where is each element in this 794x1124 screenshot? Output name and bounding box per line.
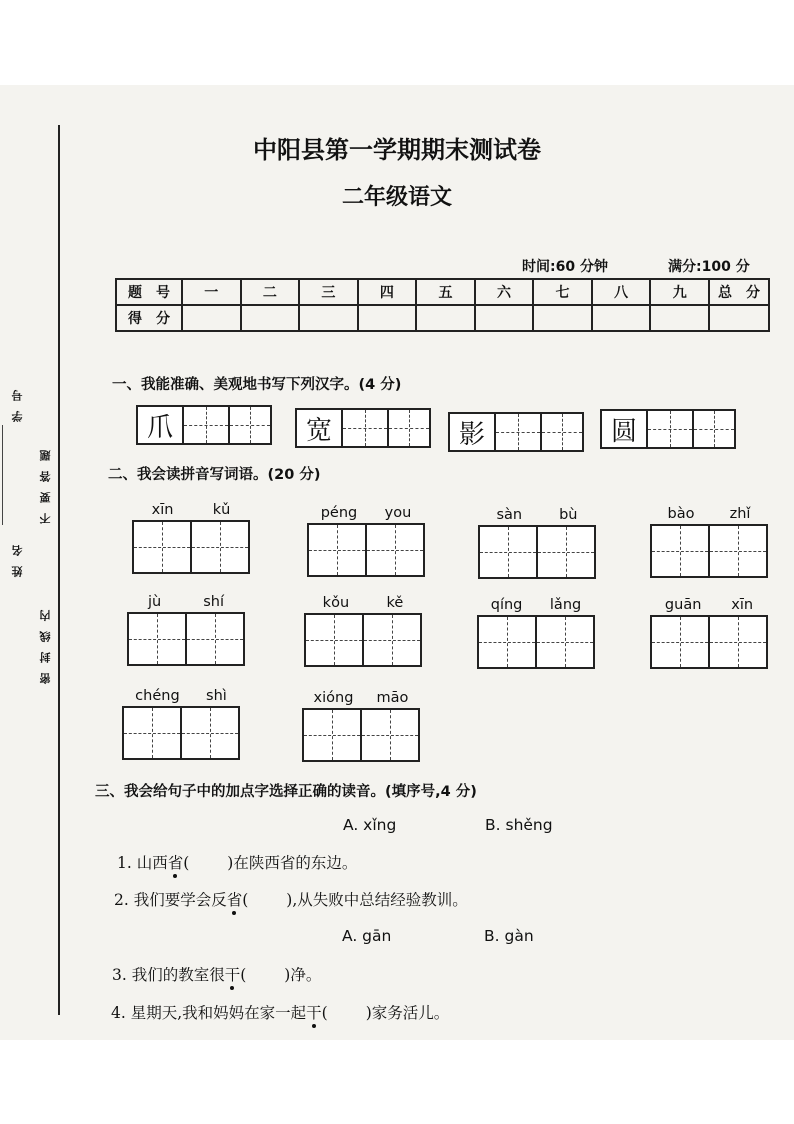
section3-heading: 三、我会给句子中的加点字选择正确的读音。(填序号,4 分) xyxy=(95,784,477,800)
writing-cell[interactable] xyxy=(129,614,187,664)
model-char: 影 xyxy=(448,412,496,452)
writing-cell[interactable] xyxy=(343,408,389,448)
writing-cell[interactable] xyxy=(362,710,418,760)
dotted-char: 干 xyxy=(224,966,241,984)
option-b-sheng: B. shěng xyxy=(485,816,553,834)
pinyin-word-10 xyxy=(302,688,420,762)
writing-cell[interactable] xyxy=(389,408,431,448)
question-text: 1. 山西 xyxy=(117,854,168,872)
score-cell[interactable] xyxy=(650,305,709,331)
writing-cell[interactable] xyxy=(480,527,538,577)
student-id-line xyxy=(2,425,3,525)
pinyin-syllable: qíng xyxy=(490,597,523,613)
score-table-header-row xyxy=(116,279,769,305)
pinyin-syllable: xīn xyxy=(731,597,754,613)
pinyin-syllable: xīn xyxy=(151,502,174,518)
writing-cell[interactable] xyxy=(304,710,362,760)
section2-heading: 二、我会读拼音写词语。(20 分) xyxy=(108,467,321,483)
char-practice-2 xyxy=(295,408,431,448)
table-cell: 总 分 xyxy=(709,279,769,305)
pinyin-syllable: māo xyxy=(376,690,409,706)
paren-open: ( xyxy=(321,1004,328,1022)
question-4 xyxy=(111,1001,449,1023)
question-text: )净。 xyxy=(284,966,322,984)
writing-cell[interactable] xyxy=(652,617,710,667)
writing-cell[interactable] xyxy=(542,412,584,452)
table-cell: 二 xyxy=(241,279,300,305)
table-cell: 五 xyxy=(416,279,475,305)
option-b-gan: B. gàn xyxy=(484,927,534,945)
pinyin-syllable: zhǐ xyxy=(729,506,751,522)
exam-title: 中阳县第一学期期末测试卷 xyxy=(253,135,541,164)
table-cell: 九 xyxy=(650,279,709,305)
pinyin-word-9 xyxy=(122,686,240,760)
no-answer-notice: 不要答题 xyxy=(39,440,52,524)
table-cell: 七 xyxy=(533,279,592,305)
question-2 xyxy=(114,888,468,910)
char-practice-1 xyxy=(136,405,272,445)
score-cell[interactable] xyxy=(182,305,241,331)
option-a-gan: A. gān xyxy=(342,927,392,945)
question-text: 2. 我们要学会反 xyxy=(114,891,227,909)
dotted-char: 干 xyxy=(306,1004,322,1022)
pinyin-word-8 xyxy=(650,595,768,669)
writing-cell[interactable] xyxy=(192,522,248,572)
score-cell[interactable] xyxy=(416,305,475,331)
score-cell[interactable] xyxy=(241,305,300,331)
paren-open: ( xyxy=(242,891,249,909)
full-score: 满分:100 分 xyxy=(668,259,750,275)
writing-cell[interactable] xyxy=(306,615,364,665)
writing-cell[interactable] xyxy=(710,617,766,667)
paren-open: ( xyxy=(183,854,190,872)
writing-cell[interactable] xyxy=(652,526,710,576)
pinyin-syllable: bù xyxy=(559,507,578,523)
writing-cell[interactable] xyxy=(648,409,694,449)
pinyin-word-1 xyxy=(132,500,250,574)
option-a-xing: A. xǐng xyxy=(343,816,397,834)
table-cell: 六 xyxy=(475,279,534,305)
writing-cell[interactable] xyxy=(309,525,367,575)
pinyin-syllable: péng xyxy=(320,505,358,521)
writing-cell[interactable] xyxy=(538,527,594,577)
pinyin-word-3 xyxy=(478,505,596,579)
paren-open: ( xyxy=(240,966,247,984)
model-char: 宽 xyxy=(295,408,343,448)
question-3 xyxy=(112,963,321,985)
time-limit: 时间:60 分钟 xyxy=(522,259,608,275)
writing-cell[interactable] xyxy=(496,412,542,452)
pinyin-syllable: sàn xyxy=(496,507,523,523)
score-table-score-row xyxy=(116,305,769,331)
table-cell: 八 xyxy=(592,279,651,305)
table-cell: 三 xyxy=(299,279,358,305)
question-text: )在陕西省的东边。 xyxy=(227,854,358,872)
score-cell[interactable] xyxy=(592,305,651,331)
pinyin-word-6 xyxy=(304,593,422,667)
writing-cell[interactable] xyxy=(367,525,423,575)
writing-cell[interactable] xyxy=(694,409,736,449)
writing-cell[interactable] xyxy=(187,614,243,664)
score-cell[interactable] xyxy=(475,305,534,331)
pinyin-syllable: you xyxy=(384,505,412,521)
writing-cell[interactable] xyxy=(182,708,238,758)
writing-cell[interactable] xyxy=(134,522,192,572)
binding-line xyxy=(58,125,60,1015)
pinyin-word-5 xyxy=(127,592,245,666)
pinyin-syllable: kǔ xyxy=(212,502,231,518)
pinyin-syllable: shì xyxy=(206,688,227,704)
writing-cell[interactable] xyxy=(537,617,593,667)
char-practice-3 xyxy=(448,412,584,452)
seal-notice: 密封线内 xyxy=(39,600,52,684)
table-cell: 得 分 xyxy=(116,305,182,331)
question-text: ),从失败中总结经验教训。 xyxy=(286,891,468,909)
pinyin-syllable: chéng xyxy=(135,688,180,704)
score-cell[interactable] xyxy=(709,305,769,331)
name-label: 姓名 xyxy=(11,535,24,577)
score-table xyxy=(115,278,770,332)
question-text: 4. 星期天,我和妈妈在家一起 xyxy=(111,1004,307,1022)
table-cell: 题 号 xyxy=(116,279,182,305)
pinyin-syllable: shí xyxy=(203,594,224,610)
score-cell[interactable] xyxy=(299,305,358,331)
question-text: )家务活儿。 xyxy=(365,1004,450,1022)
section1-heading: 一、我能准确、美观地书写下列汉字。(4 分) xyxy=(112,377,402,393)
score-cell[interactable] xyxy=(533,305,592,331)
pinyin-syllable: guān xyxy=(664,597,702,613)
pinyin-word-7 xyxy=(477,595,595,669)
student-id-label: 学号 xyxy=(11,380,24,422)
pinyin-syllable: lǎng xyxy=(549,597,582,613)
writing-cell[interactable] xyxy=(124,708,182,758)
writing-cell[interactable] xyxy=(479,617,537,667)
pinyin-syllable: xióng xyxy=(313,690,354,706)
writing-cell[interactable] xyxy=(184,405,230,445)
pinyin-word-2 xyxy=(307,503,425,577)
pinyin-word-4 xyxy=(650,504,768,578)
pinyin-syllable: kě xyxy=(386,595,404,611)
table-cell: 一 xyxy=(182,279,241,305)
pinyin-syllable: jù xyxy=(148,594,162,610)
dotted-char: 省 xyxy=(167,854,184,872)
model-char: 圆 xyxy=(600,409,648,449)
table-cell: 四 xyxy=(358,279,417,305)
question-1 xyxy=(117,851,357,873)
exam-subtitle: 二年级语文 xyxy=(341,184,452,210)
pinyin-syllable: bào xyxy=(667,506,695,522)
writing-cell[interactable] xyxy=(710,526,766,576)
char-practice-4 xyxy=(600,409,736,449)
question-text: 3. 我们的教室很 xyxy=(112,966,225,984)
pinyin-syllable: kǒu xyxy=(322,595,350,611)
model-char: 爪 xyxy=(136,405,184,445)
writing-cell[interactable] xyxy=(364,615,420,665)
writing-cell[interactable] xyxy=(230,405,272,445)
dotted-char: 省 xyxy=(226,891,243,909)
score-cell[interactable] xyxy=(358,305,417,331)
